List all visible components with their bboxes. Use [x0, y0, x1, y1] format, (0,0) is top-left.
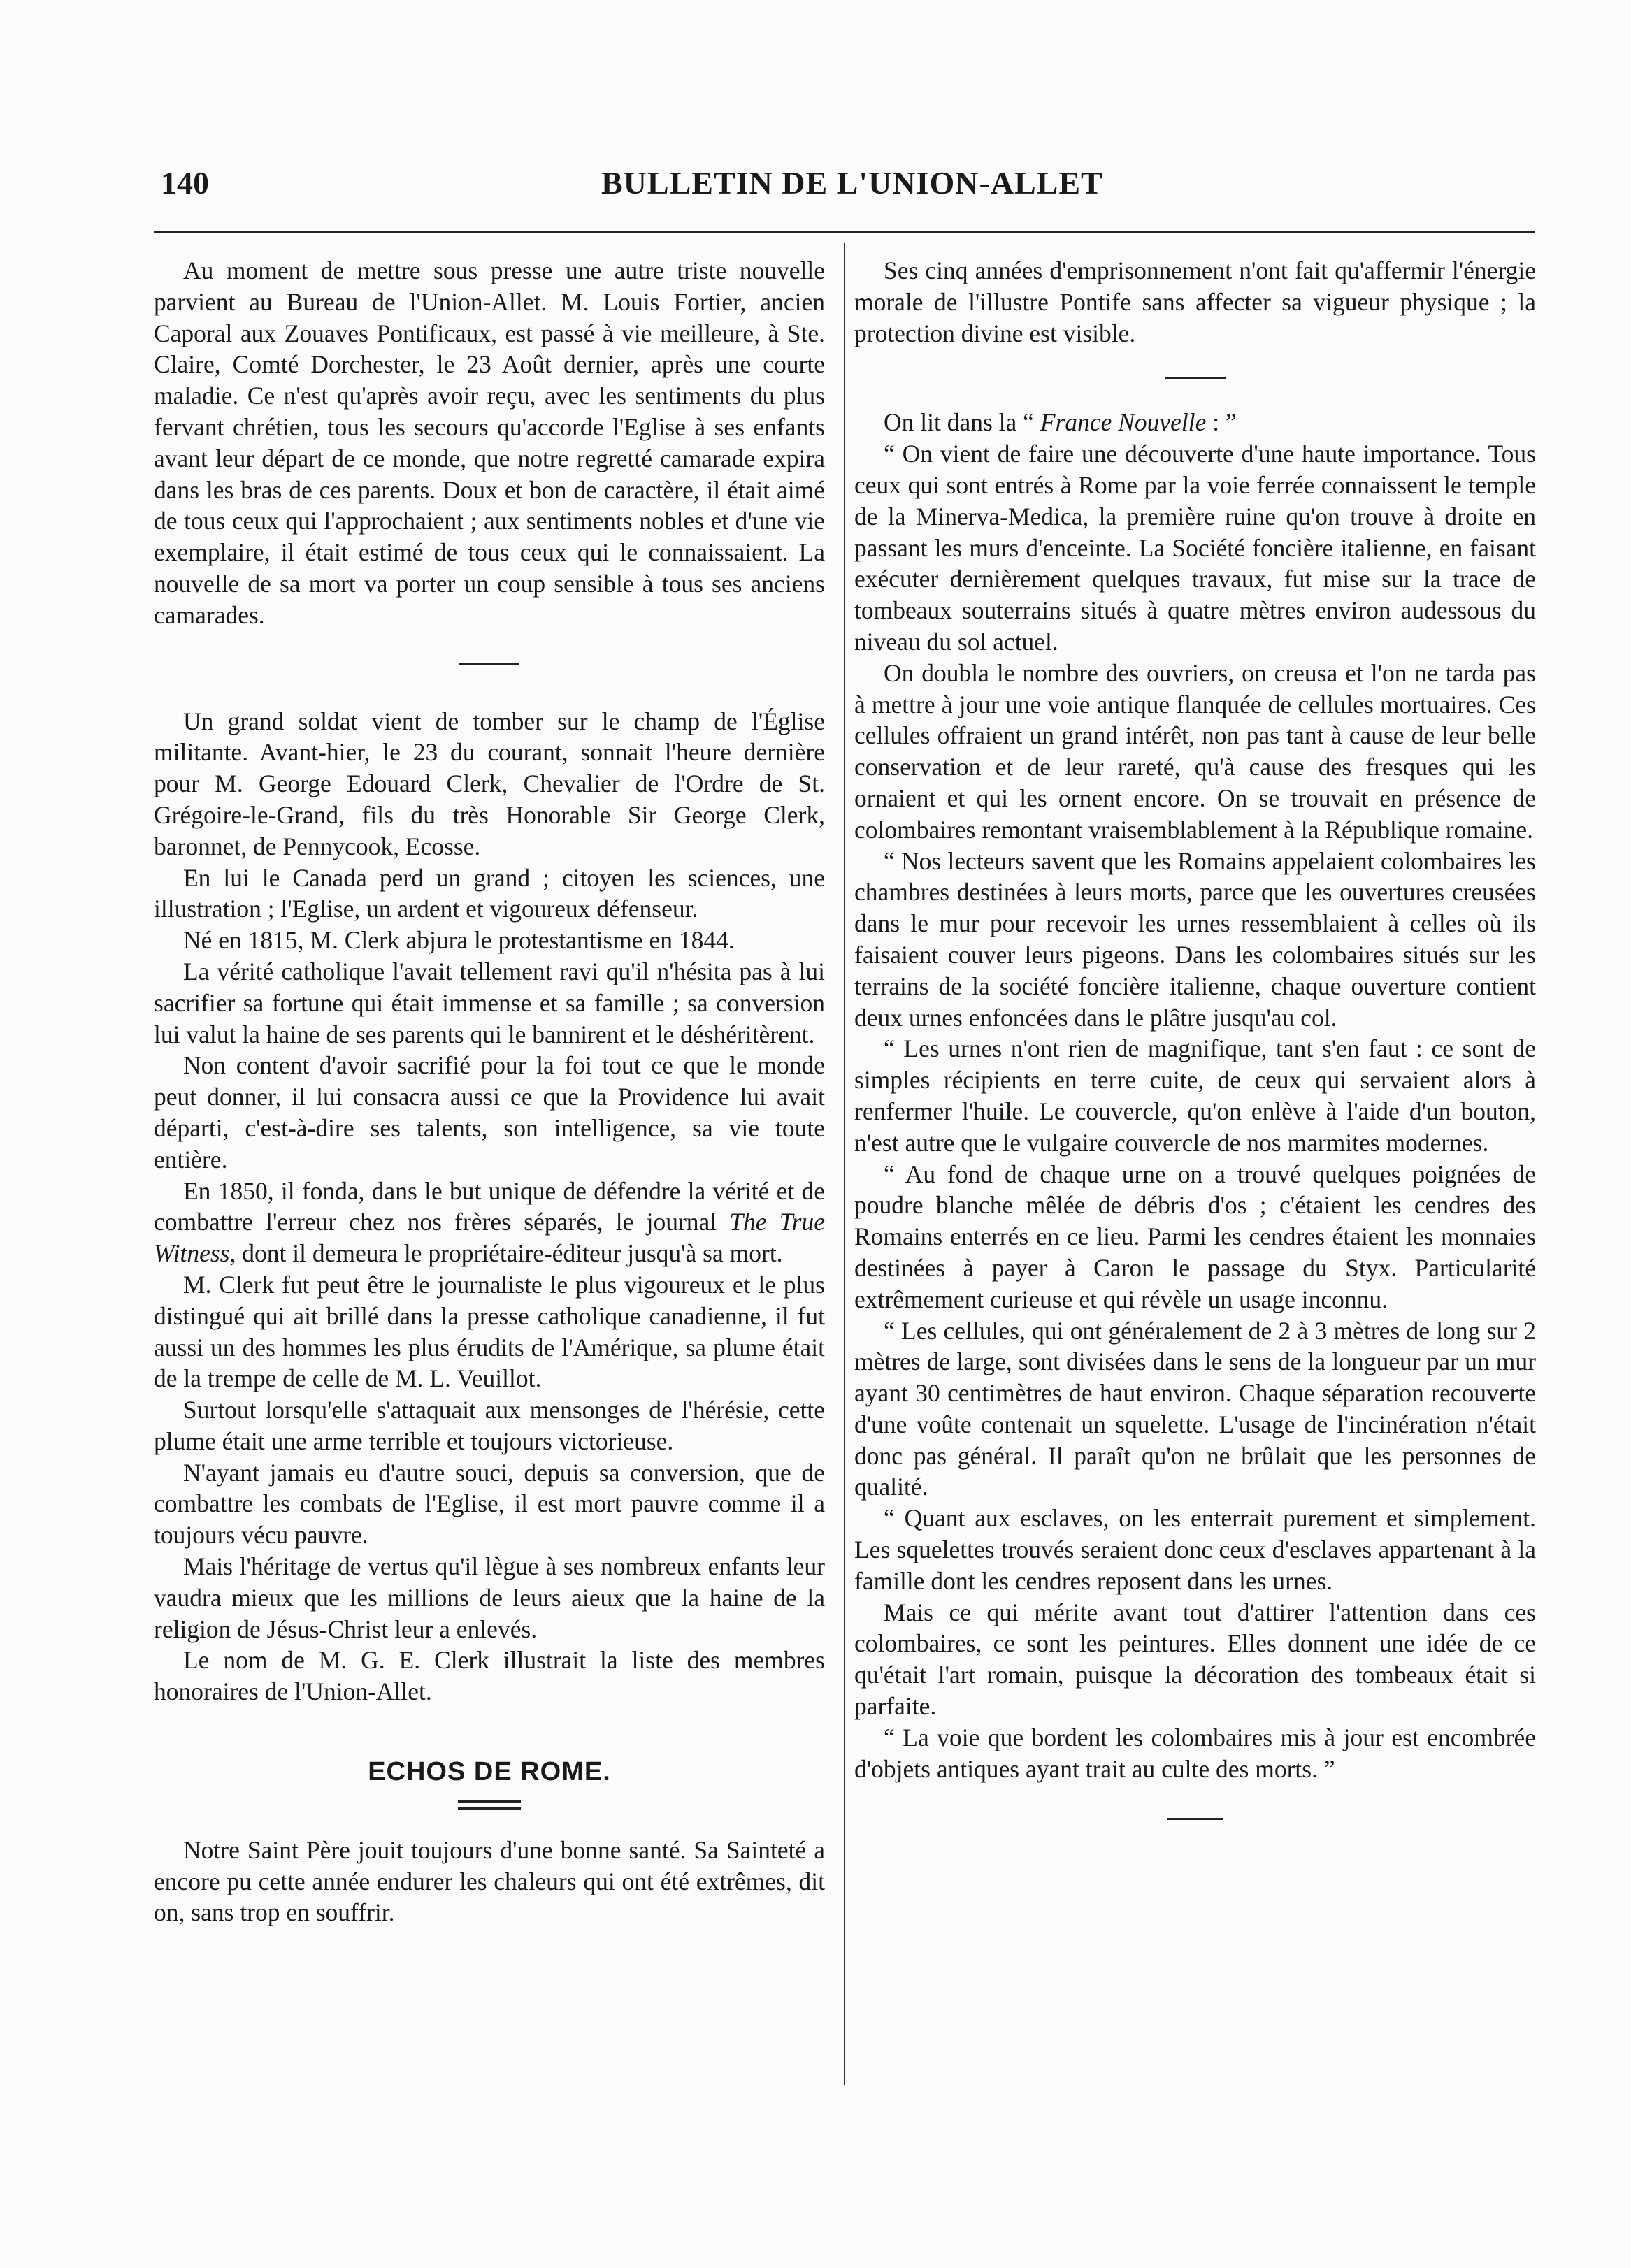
clerk-paragraph: Non content d'avoir sacrifié pour la foi tout ce que le monde peut donner, il lui consacra aussi ce que la Providence lui avait départi, c'est-à-dire ses talents, son intelligence, sa vie toute entière.	[154, 1051, 825, 1173]
page-header	[161, 164, 1531, 206]
article-paragraph: “ Au fond de chaque urne on a trouvé quelques poignées de poudre blanche mêlée de débris d'os ; c'étaient les cendres des Romains enterrés en ce lieu. Parmi les cendres étaient les monnaies destinées à payer à Caron le passage du Styx. Particularité extrêmement curieuse et qui révèle un usage inconnu.	[854, 1160, 1536, 1313]
running-title: BULLETIN DE L'UNION-ALLET	[601, 165, 1103, 201]
rome-paragraph: Notre Saint Père jouit toujours d'une bonne santé. Sa Sainteté a encore pu cette année endurer les chaleurs qui ont été extrêmes, dit on, sans trop en souffrir.	[154, 1835, 825, 1927]
article-paragraph: “ Quant aux esclaves, on les enterrait purement et simplement. Les squelettes trouvés seraient donc ceux d'esclaves appartenant à la famille dont les cendres reposent dans les urnes.	[854, 1504, 1536, 1595]
section-separator	[1165, 377, 1226, 379]
left-column	[154, 255, 825, 1928]
section-separator	[459, 663, 519, 665]
clerk-paragraph: Mais l'héritage de vertus qu'il lègue à ses nombreux enfants leur vaudra mieux que les millions de leurs aieux que la haine de la religion de Jésus-Christ leur a enlevés.	[154, 1552, 825, 1643]
article-paragraph: “ Les urnes n'ont rien de magnifique, tant s'en faut : ce sont de simples récipients en terre cuite, de ceux qui servaient alors à renfermer l'huile. Le couvercle, qu'on enlève à l'aide d'un bouton, n'est autre que le vulgaire couvercle de nos marmites modernes.	[854, 1034, 1536, 1157]
page-number: 140	[161, 165, 209, 201]
section-heading: ECHOS DE ROME.	[368, 1757, 611, 1787]
article-paragraph: Mais ce qui mérite avant tout d'attirer l'attention dans ces colombaires, ce sont les peintures. Elles donnent une idée de ce qu'était l'art romain, puisque la décoration des tombeaux était si parfaite.	[854, 1598, 1536, 1721]
article-paragraph: “ On vient de faire une découverte d'une haute importance. Tous ceux qui sont entrés à Rome par la voie ferrée connaissent le temple de la Minerva-Medica, la première ruine qu'on trouve à droite en passant les murs d'enceinte. La Société foncière italienne, en faisant exécuter dernièrement quelques travaux, fut mise sur la trace de tombeaux souterrains situés à quatre mètres environ audessous du niveau du sol actuel.	[854, 440, 1536, 656]
right-column	[854, 255, 1536, 1820]
clerk-paragraph: Le nom de M. G. E. Clerk illustrait la liste des membres honoraires de l'Union-Allet.	[154, 1646, 825, 1706]
text-run: En 1850, il fonda, dans le but unique de défendre la vérité et de combattre l'erreur chez nos frères séparés, le journal	[154, 1176, 825, 1236]
clerk-paragraph: La vérité catholique l'avait tellement ravi qu'il n'hésita pas à lui sacrifier sa fortune qui était immense et sa famille ; sa conversion lui valut la haine de ses parents qui le bannirent et le déshéritèrent.	[154, 957, 825, 1048]
text-run: On lit dans la “	[884, 408, 1040, 437]
article-paragraph: “ Les cellules, qui ont généralement de 2 à 3 mètres de long sur 2 mètres de large, sont divisées dans le sens de la longueur par un mur ayant 30 centimètres de haut environ. Chaque séparation recouverte d'une voûte contenait un squelette. L'usage de l'incinération n'était donc pas général. Il paraît qu'on ne brûlait que les personnes de qualité.	[854, 1316, 1536, 1501]
clerk-paragraph: M. Clerk fut peut être le journaliste le plus vigoureux et le plus distingué qui ait brillé dans la presse catholique canadienne, il fut aussi un des hommes les plus érudits de l'Amérique, sa plume était de la trempe de celle de M. L. Veuillot.	[154, 1270, 825, 1393]
clerk-obituary-intro: Un grand soldat vient de tomber sur le champ de l'Église militante. Avant-hier, le 23 du courant, sonnait l'heure dernière pour M. George Edouard Clerk, Chevalier de l'Ordre de St. Grégoire-le-Grand, fils du très Honorable Sir George Clerk, baronnet, de Pennycook, Ecosse.	[154, 707, 825, 860]
clerk-paragraph: N'ayant jamais eu d'autre souci, depuis sa conversion, que de combattre les combats de l'Eglise, il est mort pauvre comme il a toujours vécu pauvre.	[154, 1458, 825, 1550]
article-paragraph: “ La voie que bordent les colombaires mis à jour est encombrée d'objets antiques ayant trait au culte des morts. ”	[854, 1723, 1536, 1783]
text-run: dont il demeura le propriétaire-éditeur jusqu'à sa mort.	[236, 1239, 783, 1268]
newspaper-title: The True Witness,	[154, 1208, 825, 1268]
source-intro	[854, 407, 1536, 438]
clerk-paragraph: Surtout lorsqu'elle s'attaquait aux mensonges de l'hérésie, cette plume était une arme terrible et toujours victorieuse.	[154, 1396, 825, 1455]
clerk-paragraph: En lui le Canada perd un grand ; citoyen les sciences, une illustration ; l'Eglise, un ardent et vigoureux défenseur.	[154, 863, 825, 923]
article-paragraph: On doubla le nombre des ouvriers, on creusa et l'on ne tarda pas à mettre à jour une voie antique flanquée de cellules mortuaires. Ces cellules offraient un grand intérêt, non pas tant à cause de leur belle conservation et de leur rareté, qu'à cause des fresques qui les ornaient et qui les ornent encore. On se trouvait en présence de colombaires remontant vraisemblablement à la République romaine.	[854, 658, 1536, 844]
heading-rule	[458, 1800, 521, 1810]
text-run: : ”	[1206, 408, 1237, 437]
source-name: France Nouvelle	[1040, 408, 1207, 437]
header-rule	[154, 231, 1535, 233]
clerk-paragraph: Né en 1815, M. Clerk abjura le protestantisme en 1844.	[183, 926, 735, 955]
column-divider	[844, 243, 845, 2085]
clerk-paragraph	[154, 1176, 825, 1269]
end-rule	[1167, 1818, 1223, 1820]
fortier-obituary: Au moment de mettre sous presse une autre triste nouvelle parvient au Bureau de l'Union-Allet. M. Louis Fortier, ancien Caporal aux Zouaves Pontificaux, est passé à vie meilleure, à Ste. Claire, Comté Dorchester, le 23 Août dernier, après une courte maladie. Ce n'est qu'après avoir reçu, avec les sentiments du plus fervant chrétien, tous les secours qu'accorde l'Eglise à ses enfants avant leur départ de ce monde, que notre regretté camarade expira dans les bras de ces parents. Doux et bon de caractère, il était aimé de tous ceux qui l'approchaient ; aux sentiments nobles et d'une vie exemplaire, il était estimé de tous ceux qui le connaissaient. La nouvelle de sa mort va porter un coup sensible à tous ses anciens camarades.	[154, 257, 825, 629]
article-paragraph: “ Nos lecteurs savent que les Romains appelaient colombaires les chambres destinées à leurs morts, parce que les ouvertures creusées dans le mur pour recevoir les urnes ressemblaient à celles où ils faisaient couver leurs pigeons. Dans les colombaires situés sur les terrains de la société foncière italienne, chaque ouverture contient deux urnes enfoncées dans le plâtre jusqu'au col.	[854, 846, 1536, 1032]
rome-paragraph: Ses cinq années d'emprisonnement n'ont fait qu'affermir l'énergie morale de l'illustre Pontife sans affecter sa vigueur physique ; la protection divine est visible.	[854, 257, 1536, 347]
